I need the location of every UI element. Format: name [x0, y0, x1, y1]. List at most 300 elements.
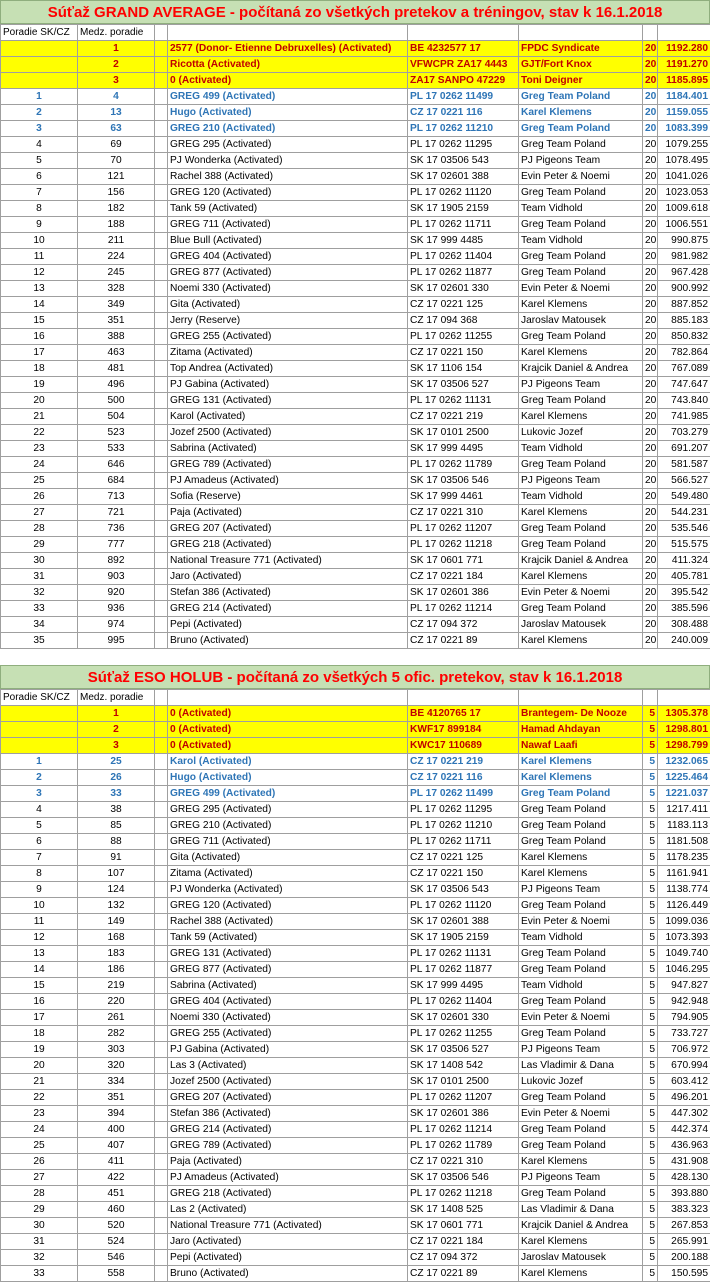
pigeon-name-cell: GREG 207 (Activated) [168, 1090, 408, 1106]
intl-rank-cell: 903 [78, 569, 155, 585]
intl-rank-cell: 303 [78, 1042, 155, 1058]
ring-number-cell: CZ 17 0221 219 [408, 409, 519, 425]
table-row [1, 553, 710, 569]
ring-number-cell: PL 17 0262 11207 [408, 1090, 519, 1106]
local-rank-cell: 34 [1, 617, 78, 633]
local-rank-cell: 33 [1, 601, 78, 617]
header-empty-cell [408, 25, 519, 41]
score-cell: 240.009 [658, 633, 710, 649]
spacer-cell [155, 265, 168, 281]
table-row [1, 754, 710, 770]
intl-rank-cell: 349 [78, 297, 155, 313]
score-cell: 566.527 [658, 473, 710, 489]
score-cell: 200.188 [658, 1250, 710, 1266]
score-cell: 431.908 [658, 1154, 710, 1170]
ring-number-cell: CZ 17 0221 89 [408, 633, 519, 649]
ring-number-cell: PL 17 0262 11789 [408, 1138, 519, 1154]
ring-number-cell: PL 17 0262 11255 [408, 1026, 519, 1042]
table-row [1, 930, 710, 946]
score-cell: 411.324 [658, 553, 710, 569]
spacer-cell [155, 537, 168, 553]
pigeon-name-cell: GREG 404 (Activated) [168, 994, 408, 1010]
spacer-cell [155, 850, 168, 866]
intl-rank-cell: 320 [78, 1058, 155, 1074]
local-rank-cell: 22 [1, 425, 78, 441]
spacer-cell [155, 834, 168, 850]
races-count-cell: 5 [643, 738, 658, 754]
score-cell: 900.992 [658, 281, 710, 297]
ring-number-cell: VFWCPR ZA17 4443 [408, 57, 519, 73]
table-row [1, 505, 710, 521]
spacer-cell [155, 377, 168, 393]
races-count-cell: 5 [643, 1154, 658, 1170]
table-row [1, 786, 710, 802]
owner-cell: Krajcik Daniel & Andrea [519, 553, 643, 569]
spacer-cell [155, 1250, 168, 1266]
races-count-cell: 5 [643, 882, 658, 898]
spacer-cell [155, 89, 168, 105]
local-rank-cell: 4 [1, 802, 78, 818]
pigeon-name-cell: Noemi 330 (Activated) [168, 1010, 408, 1026]
table-row [1, 802, 710, 818]
spacer-cell [155, 425, 168, 441]
table-row [1, 617, 710, 633]
ring-number-cell: CZ 17 0221 219 [408, 754, 519, 770]
intl-rank-cell: 546 [78, 1250, 155, 1266]
owner-cell: Greg Team Poland [519, 1138, 643, 1154]
score-cell: 395.542 [658, 585, 710, 601]
local-rank-cell: 29 [1, 1202, 78, 1218]
table-row [1, 313, 710, 329]
ring-number-cell: SK 17 0601 771 [408, 553, 519, 569]
races-count-cell: 20 [643, 441, 658, 457]
ring-number-cell: BE 4232577 17 [408, 41, 519, 57]
table-row [1, 1154, 710, 1170]
owner-cell: Hamad Ahdayan [519, 722, 643, 738]
score-cell: 967.428 [658, 265, 710, 281]
table-row [1, 1026, 710, 1042]
owner-cell: Greg Team Poland [519, 994, 643, 1010]
local-rank-cell: 18 [1, 361, 78, 377]
local-rank-cell: 31 [1, 1234, 78, 1250]
spacer-cell [155, 617, 168, 633]
races-count-cell: 5 [643, 962, 658, 978]
spacer-cell [155, 738, 168, 754]
owner-cell: Greg Team Poland [519, 1186, 643, 1202]
intl-rank-cell: 721 [78, 505, 155, 521]
table-row [1, 1074, 710, 1090]
races-count-cell: 5 [643, 770, 658, 786]
ring-number-cell: PL 17 0262 11295 [408, 137, 519, 153]
spacer-cell [155, 1010, 168, 1026]
intl-rank-cell: 713 [78, 489, 155, 505]
score-cell: 1159.055 [658, 105, 710, 121]
races-count-cell: 20 [643, 313, 658, 329]
races-count-cell: 20 [643, 185, 658, 201]
header-empty-cell [643, 25, 658, 41]
score-cell: 581.587 [658, 457, 710, 473]
table-row [1, 1218, 710, 1234]
owner-cell: Karel Klemens [519, 770, 643, 786]
races-count-cell: 20 [643, 137, 658, 153]
races-count-cell: 5 [643, 1234, 658, 1250]
table-row [1, 1234, 710, 1250]
ring-number-cell: PL 17 0262 11404 [408, 994, 519, 1010]
intl-rank-cell: 63 [78, 121, 155, 137]
spacer-cell [155, 1122, 168, 1138]
table-row [1, 569, 710, 585]
score-cell: 1046.295 [658, 962, 710, 978]
pigeon-name-cell: Gita (Activated) [168, 297, 408, 313]
local-rank-cell: 15 [1, 978, 78, 994]
intl-rank-cell: 182 [78, 201, 155, 217]
races-count-cell: 20 [643, 345, 658, 361]
local-rank-cell: 27 [1, 505, 78, 521]
owner-cell: Karel Klemens [519, 754, 643, 770]
owner-cell: Evin Peter & Noemi [519, 169, 643, 185]
owner-cell: Karel Klemens [519, 409, 643, 425]
races-count-cell: 20 [643, 329, 658, 345]
header-empty-cell [155, 690, 168, 706]
table-row [1, 1266, 710, 1282]
table-row [1, 217, 710, 233]
score-cell: 1184.401 [658, 89, 710, 105]
score-cell: 442.374 [658, 1122, 710, 1138]
pigeon-name-cell: Stefan 386 (Activated) [168, 1106, 408, 1122]
table-row [1, 73, 710, 89]
owner-cell: Karel Klemens [519, 345, 643, 361]
table-row [1, 537, 710, 553]
table-row [1, 89, 710, 105]
owner-cell: Evin Peter & Noemi [519, 281, 643, 297]
pigeon-name-cell: 0 (Activated) [168, 738, 408, 754]
intl-rank-cell: 407 [78, 1138, 155, 1154]
ring-number-cell: SK 17 02601 386 [408, 1106, 519, 1122]
intl-rank-cell: 411 [78, 1154, 155, 1170]
intl-rank-cell: 736 [78, 521, 155, 537]
ring-number-cell: PL 17 0262 11255 [408, 329, 519, 345]
owner-cell: Jaroslav Matousek [519, 617, 643, 633]
races-count-cell: 20 [643, 89, 658, 105]
ring-number-cell: PL 17 0262 11120 [408, 185, 519, 201]
pigeon-name-cell: Tank 59 (Activated) [168, 930, 408, 946]
pigeon-name-cell: Top Andrea (Activated) [168, 361, 408, 377]
ring-number-cell: PL 17 0262 11877 [408, 962, 519, 978]
owner-cell: Las Vladimir & Dana [519, 1202, 643, 1218]
owner-cell: Team Vidhold [519, 489, 643, 505]
pigeon-name-cell: Zitama (Activated) [168, 345, 408, 361]
pigeon-name-cell: Hugo (Activated) [168, 770, 408, 786]
spacer-cell [155, 898, 168, 914]
spacer-cell [155, 217, 168, 233]
intl-rank-cell: 558 [78, 1266, 155, 1282]
score-cell: 703.279 [658, 425, 710, 441]
score-cell: 1161.941 [658, 866, 710, 882]
races-count-cell: 5 [643, 914, 658, 930]
owner-cell: Team Vidhold [519, 978, 643, 994]
pigeon-name-cell: GREG 404 (Activated) [168, 249, 408, 265]
owner-cell: Team Vidhold [519, 441, 643, 457]
local-rank-cell: 12 [1, 930, 78, 946]
spacer-cell [155, 633, 168, 649]
pigeon-name-cell: Jozef 2500 (Activated) [168, 1074, 408, 1090]
owner-cell: Karel Klemens [519, 633, 643, 649]
ring-number-cell: SK 17 03506 527 [408, 1042, 519, 1058]
owner-cell: Greg Team Poland [519, 802, 643, 818]
local-rank-cell: 23 [1, 1106, 78, 1122]
spacer-cell [155, 1058, 168, 1074]
score-cell: 1298.799 [658, 738, 710, 754]
pigeon-name-cell: PJ Amadeus (Activated) [168, 473, 408, 489]
spacer-cell [155, 41, 168, 57]
ring-number-cell: PL 17 0262 11218 [408, 537, 519, 553]
races-count-cell: 5 [643, 802, 658, 818]
owner-cell: Karel Klemens [519, 105, 643, 121]
races-count-cell: 20 [643, 297, 658, 313]
pigeon-name-cell: Pepi (Activated) [168, 617, 408, 633]
spacer-cell [155, 185, 168, 201]
local-rank-cell: 2 [1, 105, 78, 121]
score-cell: 1138.774 [658, 882, 710, 898]
races-count-cell: 20 [643, 489, 658, 505]
header-empty-cell [408, 690, 519, 706]
spacer-cell [155, 153, 168, 169]
intl-rank-cell: 33 [78, 786, 155, 802]
local-rank-cell: 7 [1, 185, 78, 201]
ring-number-cell: CZ 17 0221 89 [408, 1266, 519, 1282]
pigeon-name-cell: GREG 789 (Activated) [168, 1138, 408, 1154]
intl-rank-cell: 219 [78, 978, 155, 994]
score-cell: 1078.495 [658, 153, 710, 169]
spacer-cell [155, 1186, 168, 1202]
pigeon-name-cell: GREG 214 (Activated) [168, 601, 408, 617]
ring-number-cell: PL 17 0262 11120 [408, 898, 519, 914]
races-count-cell: 20 [643, 505, 658, 521]
local-rank-cell: 14 [1, 962, 78, 978]
score-cell: 670.994 [658, 1058, 710, 1074]
spacer-cell [155, 345, 168, 361]
local-rank-cell [1, 57, 78, 73]
table-row [1, 866, 710, 882]
ring-number-cell: CZ 17 0221 310 [408, 1154, 519, 1170]
score-cell: 743.840 [658, 393, 710, 409]
ring-number-cell: SK 17 1408 542 [408, 1058, 519, 1074]
spacer-cell [155, 233, 168, 249]
eso-holub-rows [1, 690, 710, 1282]
local-rank-cell: 21 [1, 1074, 78, 1090]
owner-cell: Greg Team Poland [519, 1090, 643, 1106]
local-rank-cell: 7 [1, 850, 78, 866]
races-count-cell: 20 [643, 217, 658, 233]
spacer-cell [155, 361, 168, 377]
spacer-cell [155, 802, 168, 818]
header-empty-cell [643, 690, 658, 706]
races-count-cell: 20 [643, 537, 658, 553]
table-row [1, 882, 710, 898]
local-rank-cell: 14 [1, 297, 78, 313]
intl-rank-cell: 523 [78, 425, 155, 441]
spacer-cell [155, 473, 168, 489]
pigeon-name-cell: Zitama (Activated) [168, 866, 408, 882]
table-row [1, 850, 710, 866]
owner-cell: Brantegem- De Nooze [519, 706, 643, 722]
races-count-cell: 5 [643, 1122, 658, 1138]
owner-cell: Greg Team Poland [519, 137, 643, 153]
races-count-cell: 20 [643, 585, 658, 601]
owner-cell: Karel Klemens [519, 866, 643, 882]
owner-cell: Greg Team Poland [519, 834, 643, 850]
score-cell: 1185.895 [658, 73, 710, 89]
score-cell: 1225.464 [658, 770, 710, 786]
intl-rank-cell: 481 [78, 361, 155, 377]
ring-number-cell: ZA17 SANPO 47229 [408, 73, 519, 89]
table-row [1, 898, 710, 914]
races-count-cell: 5 [643, 1058, 658, 1074]
score-cell: 885.183 [658, 313, 710, 329]
owner-cell: Greg Team Poland [519, 521, 643, 537]
pigeon-name-cell: PJ Gabina (Activated) [168, 1042, 408, 1058]
local-rank-cell: 26 [1, 489, 78, 505]
spacer-cell [155, 818, 168, 834]
local-rank-cell: 5 [1, 153, 78, 169]
local-rank-cell: 25 [1, 1138, 78, 1154]
table-row [1, 914, 710, 930]
ring-number-cell: CZ 17 0221 150 [408, 345, 519, 361]
local-rank-cell: 20 [1, 393, 78, 409]
owner-cell: Karel Klemens [519, 505, 643, 521]
local-rank-cell: 9 [1, 217, 78, 233]
spacer-cell [155, 329, 168, 345]
local-rank-cell: 8 [1, 201, 78, 217]
ring-number-cell: PL 17 0262 11218 [408, 1186, 519, 1202]
spacer-cell [155, 770, 168, 786]
spacer-cell [155, 73, 168, 89]
races-count-cell: 5 [643, 898, 658, 914]
score-cell: 1079.255 [658, 137, 710, 153]
header-empty-cell [168, 25, 408, 41]
local-rank-cell: 13 [1, 946, 78, 962]
spacer-cell [155, 521, 168, 537]
pigeon-name-cell: 2577 (Donor- Etienne Debruxelles) (Activated) [168, 41, 408, 57]
table-row [1, 1106, 710, 1122]
intl-rank-cell: 183 [78, 946, 155, 962]
owner-cell: Jaroslav Matousek [519, 313, 643, 329]
local-rank-cell: 9 [1, 882, 78, 898]
score-cell: 1073.393 [658, 930, 710, 946]
spacer-cell [155, 722, 168, 738]
ring-number-cell: PL 17 0262 11210 [408, 121, 519, 137]
spacer-cell [155, 994, 168, 1010]
table-row [1, 1186, 710, 1202]
local-rank-cell: 3 [1, 786, 78, 802]
spacer-cell [155, 57, 168, 73]
score-cell: 1049.740 [658, 946, 710, 962]
pigeon-name-cell: Hugo (Activated) [168, 105, 408, 121]
intl-rank-cell: 351 [78, 1090, 155, 1106]
ring-number-cell: SK 17 02601 388 [408, 169, 519, 185]
header-local-rank: Poradie SK/CZ [1, 690, 78, 706]
intl-rank-cell: 524 [78, 1234, 155, 1250]
races-count-cell: 20 [643, 409, 658, 425]
ring-number-cell: BE 4120765 17 [408, 706, 519, 722]
pigeon-name-cell: Sabrina (Activated) [168, 978, 408, 994]
score-cell: 265.991 [658, 1234, 710, 1250]
pigeon-name-cell: Karol (Activated) [168, 409, 408, 425]
local-rank-cell: 6 [1, 834, 78, 850]
ring-number-cell: PL 17 0262 11789 [408, 457, 519, 473]
spacer-cell [155, 281, 168, 297]
owner-cell: Greg Team Poland [519, 457, 643, 473]
header-local-rank: Poradie SK/CZ [1, 25, 78, 41]
spacer-cell [155, 866, 168, 882]
pigeon-name-cell: GREG 218 (Activated) [168, 1186, 408, 1202]
score-cell: 544.231 [658, 505, 710, 521]
pigeon-name-cell: GREG 207 (Activated) [168, 521, 408, 537]
pigeon-name-cell: GREG 499 (Activated) [168, 89, 408, 105]
score-cell: 1181.508 [658, 834, 710, 850]
table-row [1, 601, 710, 617]
table-row [1, 409, 710, 425]
pigeon-name-cell: National Treasure 771 (Activated) [168, 553, 408, 569]
table-row [1, 457, 710, 473]
spacer-cell [155, 137, 168, 153]
owner-cell: Jaroslav Matousek [519, 1250, 643, 1266]
intl-rank-cell: 4 [78, 89, 155, 105]
spacer-cell [155, 297, 168, 313]
pigeon-name-cell: 0 (Activated) [168, 706, 408, 722]
races-count-cell: 20 [643, 265, 658, 281]
table-header-row [1, 25, 710, 41]
table-row [1, 393, 710, 409]
intl-rank-cell: 149 [78, 914, 155, 930]
intl-rank-cell: 156 [78, 185, 155, 201]
owner-cell: Greg Team Poland [519, 393, 643, 409]
intl-rank-cell: 936 [78, 601, 155, 617]
score-cell: 393.880 [658, 1186, 710, 1202]
local-rank-cell: 25 [1, 473, 78, 489]
intl-rank-cell: 400 [78, 1122, 155, 1138]
spacer-cell [155, 882, 168, 898]
score-cell: 1305.378 [658, 706, 710, 722]
ring-number-cell: SK 17 03506 546 [408, 1170, 519, 1186]
owner-cell: Karel Klemens [519, 1234, 643, 1250]
ring-number-cell: SK 17 1905 2159 [408, 930, 519, 946]
owner-cell: FPDC Syndicate [519, 41, 643, 57]
spacer-cell [155, 930, 168, 946]
table-row [1, 345, 710, 361]
pigeon-name-cell: GREG 877 (Activated) [168, 962, 408, 978]
spacer-cell [155, 489, 168, 505]
pigeon-name-cell: Jaro (Activated) [168, 569, 408, 585]
pigeon-name-cell: Pepi (Activated) [168, 1250, 408, 1266]
ring-number-cell: PL 17 0262 11711 [408, 834, 519, 850]
ring-number-cell: PL 17 0262 11711 [408, 217, 519, 233]
local-rank-cell: 19 [1, 377, 78, 393]
score-cell: 428.130 [658, 1170, 710, 1186]
spacer-cell [155, 914, 168, 930]
pigeon-name-cell: GREG 295 (Activated) [168, 137, 408, 153]
pigeon-name-cell: Las 2 (Activated) [168, 1202, 408, 1218]
table-row [1, 722, 710, 738]
pigeon-name-cell: Paja (Activated) [168, 505, 408, 521]
table-row [1, 738, 710, 754]
spacer-cell [155, 121, 168, 137]
ring-number-cell: SK 17 02601 386 [408, 585, 519, 601]
score-cell: 385.596 [658, 601, 710, 617]
pigeon-name-cell: 0 (Activated) [168, 722, 408, 738]
ring-number-cell: CZ 17 094 372 [408, 617, 519, 633]
table-row [1, 425, 710, 441]
